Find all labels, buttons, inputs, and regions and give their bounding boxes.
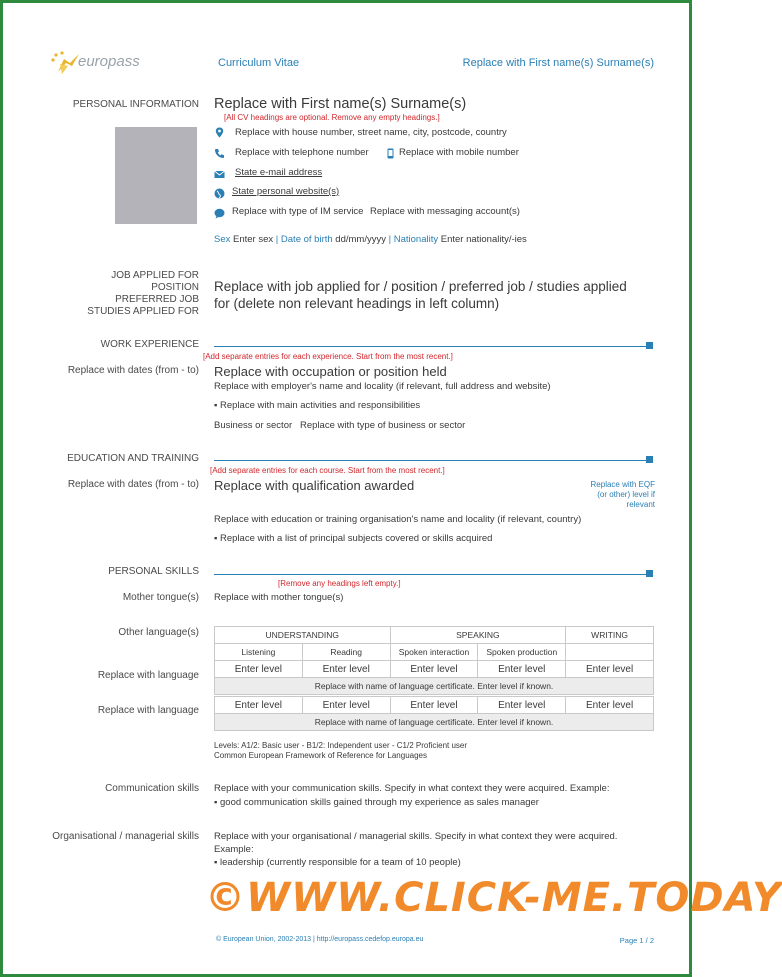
education-heading: EDUCATION AND TRAINING — [67, 453, 199, 464]
nationality-label: Nationality — [393, 234, 439, 245]
level-cell[interactable]: Enter level — [478, 661, 566, 678]
work-experience-heading: WORK EXPERIENCE — [100, 339, 199, 350]
section-rule-end — [646, 456, 653, 463]
personal-details-line — [214, 234, 527, 245]
job-label-line: POSITION — [151, 282, 199, 293]
education-note: [Add separate entries for each course. Start from the most recent.] — [210, 466, 445, 475]
separator: | — [388, 234, 392, 245]
organisational-skills-label: Organisational / managerial skills — [52, 831, 199, 842]
certificate-row — [215, 714, 654, 731]
im-account-text: Replace with messaging account(s) — [370, 206, 520, 217]
education-qualification: Replace with qualification awarded — [214, 478, 415, 493]
skills-note: [Remove any headings left empty.] — [278, 579, 401, 588]
logo-text: europass — [78, 53, 140, 70]
im-service-text: Replace with type of IM service — [232, 206, 364, 217]
section-rule — [214, 346, 650, 347]
communication-skills-example: ▪ good communication skills gained through my experience as sales manager — [214, 797, 539, 808]
personal-note: [All CV headings are optional. Remove any empty headings.] — [224, 113, 440, 122]
level-cell[interactable]: Enter level — [566, 661, 654, 678]
website-link[interactable]: State personal website(s) — [232, 186, 340, 197]
section-rule — [214, 460, 650, 461]
work-sector-value: Replace with type of business or sector — [300, 420, 466, 431]
eqf-line: Replace with EQF — [590, 480, 655, 489]
section-rule — [214, 574, 650, 575]
job-label-line: JOB APPLIED FOR — [111, 270, 199, 281]
communication-skills-text: Replace with your communication skills. Specify in what context they were acquired. Example: — [214, 783, 610, 794]
organisational-skills-text: Replace with your organisational / managerial skills. Specify in what context they were acquired. — [214, 831, 618, 842]
section-rule-end — [646, 570, 653, 577]
language-row — [215, 661, 654, 678]
eqf-line: (or other) level if — [597, 490, 655, 499]
person-name: Replace with First name(s) Surname(s) — [214, 96, 467, 112]
dob-label: Date of birth — [280, 234, 333, 245]
job-label-line: STUDIES APPLIED FOR — [87, 306, 199, 317]
telephone-text: Replace with telephone number — [235, 147, 369, 158]
separator: | — [275, 234, 279, 245]
work-occupation: Replace with occupation or position held — [214, 364, 447, 379]
understanding-header: UNDERSTANDING — [215, 627, 391, 644]
mother-tongue-value: Replace with mother tongue(s) — [214, 592, 344, 603]
level-cell[interactable]: Enter level — [215, 697, 303, 714]
education-organisation: Replace with education or training organisation's name and locality (if relevant, country) — [214, 514, 582, 525]
work-sector-label: Business or sector — [214, 420, 293, 431]
language-row — [215, 697, 654, 714]
level-cell[interactable]: Enter level — [566, 697, 654, 714]
watermark: ©WWW.CLICK-ME.TODAY — [205, 875, 782, 921]
writing-header: WRITING — [566, 627, 654, 644]
footer-page: Page 1 / 2 — [619, 936, 654, 945]
job-applied-text: Replace with job applied for / position / preferred job / studies applied — [214, 279, 627, 294]
listening-header: Listening — [215, 644, 303, 661]
dob-value: dd/mm/yyyy — [335, 234, 386, 245]
other-languages-label: Other language(s) — [118, 627, 199, 638]
chat-icon — [214, 208, 225, 219]
personal-skills-heading: PERSONAL SKILLS — [108, 566, 199, 577]
cv-title: Curriculum Vitae — [218, 57, 300, 69]
production-header: Spoken production — [478, 644, 566, 661]
work-activities: ▪ Replace with main activities and responsibilities — [214, 400, 421, 411]
communication-skills-label: Communication skills — [105, 783, 199, 794]
sex-label: Sex — [214, 234, 231, 245]
level-cell[interactable]: Enter level — [390, 661, 478, 678]
level-cell[interactable]: Enter level — [302, 697, 390, 714]
eqf-level — [591, 480, 655, 510]
address-text: Replace with house number, street name, city, postcode, country — [235, 127, 507, 138]
email-link[interactable]: State e-mail address — [235, 167, 323, 178]
section-rule-end — [646, 342, 653, 349]
education-dates: Replace with dates (from - to) — [67, 479, 199, 490]
language-label: Replace with language — [97, 705, 199, 716]
level-cell[interactable]: Enter level — [215, 661, 303, 678]
language-table — [214, 626, 654, 731]
website-icon — [214, 188, 225, 199]
level-cell[interactable]: Enter level — [390, 697, 478, 714]
speaking-header: SPEAKING — [390, 627, 566, 644]
certificate-cell[interactable]: Replace with name of language certificate. Enter level if known. — [215, 678, 654, 695]
organisational-skills-example: ▪ leadership (currently responsible for a team of 10 people) — [214, 857, 461, 868]
nationality-value: Enter nationality/-ies — [440, 234, 527, 245]
job-applied-label — [87, 270, 199, 318]
language-table-header — [215, 627, 654, 644]
language-table-subheader — [215, 644, 654, 661]
location-icon — [214, 127, 225, 138]
mobile-icon — [385, 148, 396, 159]
language-label: Replace with language — [97, 670, 199, 681]
mother-tongue-label: Mother tongue(s) — [122, 592, 199, 603]
photo-placeholder[interactable] — [115, 127, 197, 224]
header-name: Replace with First name(s) Surname(s) — [462, 57, 654, 69]
mobile-text: Replace with mobile number — [399, 147, 519, 158]
job-applied-text-continued: for (delete non relevant headings in left column) — [214, 296, 500, 311]
interaction-header: Spoken interaction — [390, 644, 478, 661]
certificate-cell[interactable]: Replace with name of language certificate. Enter level if known. — [215, 714, 654, 731]
eqf-line: relevant — [626, 500, 655, 509]
work-note: [Add separate entries for each experience. Start from the most recent.] — [203, 352, 453, 361]
certificate-row — [215, 678, 654, 695]
level-cell[interactable]: Enter level — [302, 661, 390, 678]
level-cell[interactable]: Enter level — [478, 697, 566, 714]
writing-empty-cell — [566, 644, 654, 661]
footer-copyright: © European Union, 2002-2013 | http://europass.cedefop.europa.eu — [216, 936, 424, 943]
work-dates: Replace with dates (from - to) — [67, 365, 199, 376]
sex-value: Enter sex — [233, 234, 274, 245]
job-label-line: PREFERRED JOB — [115, 294, 199, 305]
education-subjects: ▪ Replace with a list of principal subjects covered or skills acquired — [214, 533, 493, 544]
organisational-example-label: Example: — [214, 844, 254, 855]
reading-header: Reading — [302, 644, 390, 661]
framework-note: Common European Framework of Reference for Languages — [214, 751, 427, 760]
work-employer: Replace with employer's name and locality (if relevant, full address and website) — [214, 381, 551, 392]
personal-info-heading: PERSONAL INFORMATION — [72, 99, 199, 110]
levels-note: Levels: A1/2: Basic user - B1/2: Independent user - C1/2 Proficient user — [214, 741, 468, 750]
email-icon — [214, 169, 225, 180]
phone-icon — [214, 148, 225, 159]
